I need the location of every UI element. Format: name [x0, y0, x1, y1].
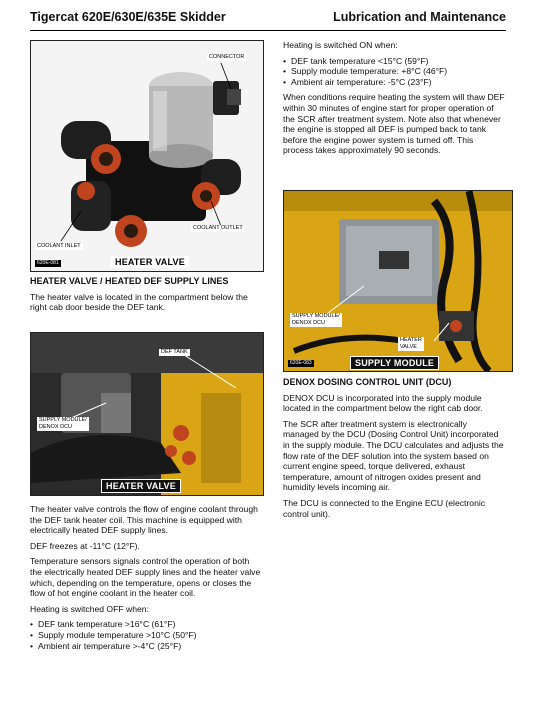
- paragraph: The heater valve controls the flow of engine coolant through the DEF tank heater coil. This machine is equipped with electrically heated DEF supply lines.: [30, 504, 258, 536]
- heater-valve-label-line2: VALVE: [400, 344, 417, 350]
- list-item: • Supply module temperature >10°C (50°F): [30, 630, 262, 641]
- paragraph: The SCR after treatment system is electronically managed by the DCU (Dosing Control Unit) incorporated in the supply module. The DCU calculates and adjusts the flow rate of the DEF solution into the system based on current engine speed, torque delivered, exhaust temperature, amount of nitrogen oxides present and humidity levels incoming air.: [283, 418, 504, 493]
- supply-module-photo: [283, 190, 513, 372]
- heater-valve-illustration: [31, 41, 263, 271]
- header-rule: [30, 30, 506, 31]
- connector-label: CONNECTOR: [209, 54, 245, 60]
- figure-code: 620E-081: [37, 260, 59, 266]
- supply-module-label: [37, 417, 89, 431]
- supply-module-label-line2: DENOX DCU: [39, 424, 73, 430]
- heater-valve-label: [398, 337, 424, 351]
- heater-valve-photo: [30, 40, 264, 272]
- document-title: Tigercat 620E/630E/635E Skidder: [30, 10, 226, 24]
- list-item: • Supply module temperature: +8°C (46°F): [283, 66, 505, 77]
- def-tank-label: DEF TANK: [161, 349, 188, 355]
- paragraph: DEF freezes at -11°C (12°F).: [30, 540, 140, 551]
- coolant-inlet-label: COOLANT INLET: [37, 243, 81, 249]
- paragraph: Heating is switched OFF when:: [30, 603, 149, 614]
- section-heater-valve: [30, 276, 262, 318]
- supply-module-label: [290, 313, 342, 327]
- supply-module-label-line2: DENOX DCU: [292, 320, 326, 326]
- heater-valve-location-photo: [30, 332, 264, 496]
- section-denox-dcu: [283, 377, 505, 524]
- page-header: [30, 10, 506, 30]
- heating-off-list: [30, 619, 262, 651]
- list-item: • DEF tank temperature >16°C (61°F): [30, 619, 262, 630]
- paragraph: The DCU is connected to the Engine ECU (electronic control unit).: [283, 497, 486, 519]
- list-item: • DEF tank temperature <15°C (59°F): [283, 56, 505, 67]
- heater-valve-label-line1: HEATER: [400, 337, 422, 343]
- figure-caption: HEATER VALVE: [101, 479, 181, 493]
- section-heating-on: [283, 40, 505, 161]
- figure-caption: SUPPLY MODULE: [350, 356, 439, 370]
- section-title: Lubrication and Maintenance: [333, 10, 506, 24]
- paragraph: Heating is switched ON when:: [283, 40, 398, 50]
- paragraph: When conditions require heating the system will thaw DEF within 30 minutes of engine start for proper operation of the SCR after treatment system. Note also that whenever the engine is stopped all DEF is pumped back to tank before the engine power system is turned off. This process takes approximately 90 seconds.: [283, 92, 505, 156]
- paragraph: The heater valve is located in the compartment below the right cab door beside the DEF tank.: [30, 291, 248, 313]
- paragraph: DENOX DCU is incorporated into the supply module located in the compartment below the right cab door.: [283, 392, 483, 414]
- compartment-illustration: [31, 333, 263, 495]
- section-heater-valve-details: [30, 504, 262, 656]
- figure-code: 620E-083: [290, 360, 312, 366]
- section-heading: DENOX DOSING CONTROL UNIT (DCU): [283, 377, 452, 387]
- figure-caption: HEATER VALVE: [111, 256, 189, 268]
- list-item: • Ambient air temperature >-4°C (25°F): [30, 641, 262, 652]
- paragraph: Temperature sensors signals control the operation of both the electrically heated DEF supply lines and the heater valve which, depending on the temperature, opens or closes the flow of hot engine coolant in the heater coil.: [30, 556, 261, 599]
- section-heading: HEATER VALVE / HEATED DEF SUPPLY LINES: [30, 276, 229, 286]
- supply-module-label-line1: SUPPLY MODULE/: [292, 313, 340, 319]
- list-item: • Ambient air temperature: -5°C (23°F): [283, 77, 505, 88]
- heating-on-list: [283, 56, 505, 88]
- supply-module-label-line1: SUPPLY MODULE/: [39, 417, 87, 423]
- coolant-outlet-label: COOLANT OUTLET: [193, 225, 243, 231]
